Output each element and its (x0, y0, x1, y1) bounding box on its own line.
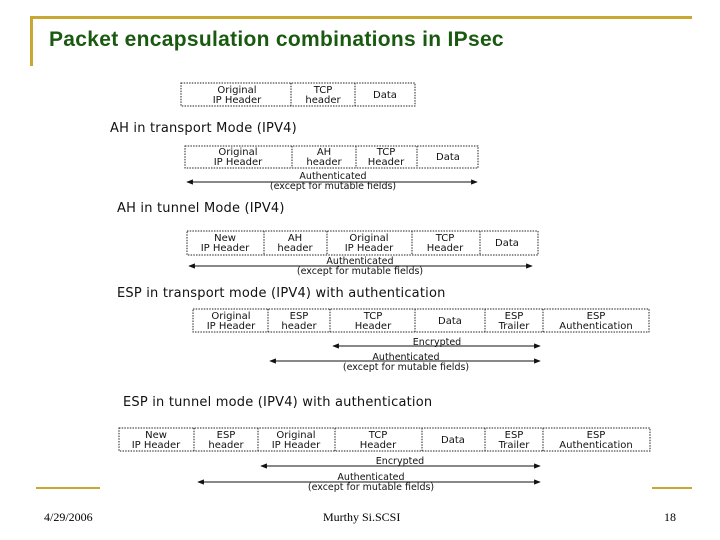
esp-tunnel-title: ESP in tunnel mode (IPV4) with authentication (123, 395, 433, 410)
ah-header-cell: AH (287, 233, 303, 244)
original-ip-header-cell: Original (211, 311, 251, 322)
data-cell: Data (438, 316, 462, 327)
esp-trailer-cell: ESP (504, 430, 524, 441)
encrypted-label: Encrypted (412, 337, 462, 348)
original-ip-header-cell-line2: IP Header (213, 157, 263, 168)
new-ip-header-cell: New (214, 233, 236, 244)
esp-header-cell: ESP (216, 430, 236, 441)
tcp-header-cell-line2: Header (354, 321, 392, 332)
new-ip-header-cell: New (145, 430, 167, 441)
page-number: 18 (664, 510, 676, 524)
original-ip-header-cell-line2: IP Header (271, 440, 321, 451)
tcp-header-cell-line2: header (305, 95, 341, 106)
slide-title: Packet encapsulation combinations in IPsec (49, 28, 504, 51)
authenticated-label: Authenticated (337, 472, 405, 483)
esp-header-cell-line2: header (208, 440, 244, 451)
tcp-header-cell-line2: Header (359, 440, 397, 451)
authenticated-note: (except for mutable fields) (269, 181, 397, 192)
data-cell: Data (436, 152, 460, 163)
esp-authentication-cell: ESP (586, 311, 606, 322)
authenticated-note: (except for mutable fields) (342, 362, 470, 373)
data-cell: Data (495, 238, 519, 249)
authenticated-label: Authenticated (372, 352, 440, 363)
footer-author: Murthy Si.SCSI (323, 510, 401, 524)
tcp-header-cell: TCP (313, 85, 333, 96)
tcp-header-cell: TCP (376, 147, 396, 158)
tcp-header-cell-line2: Header (367, 157, 405, 168)
tcp-header-cell-line2: Header (426, 243, 464, 254)
new-ip-header-cell-line2: IP Header (200, 243, 250, 254)
encrypted-label: Encrypted (375, 456, 425, 467)
tcp-header-cell: TCP (363, 311, 383, 322)
original-ip-header-cell-line2: IP Header (344, 243, 394, 254)
tcp-header-cell: TCP (368, 430, 388, 441)
authenticated-note: (except for mutable fields) (296, 266, 424, 277)
original-ip-header-cell: Original (276, 430, 316, 441)
esp-trailer-cell: ESP (504, 311, 524, 322)
ah-header-cell-line2: header (277, 243, 313, 254)
esp-authentication-cell-line2: Authentication (559, 321, 633, 332)
esp-transport-title: ESP in transport mode (IPV4) with authentication (117, 286, 446, 301)
original-ip-header-cell-line2: IP Header (206, 321, 256, 332)
authenticated-label: Authenticated (326, 256, 394, 267)
esp-trailer-cell-line2: Trailer (498, 321, 530, 332)
esp-header-cell: ESP (289, 311, 309, 322)
original-ip-header-cell: Original (218, 147, 258, 158)
data-cell: Data (373, 90, 397, 101)
esp-trailer-cell-line2: Trailer (498, 440, 530, 451)
new-ip-header-cell-line2: IP Header (131, 440, 181, 451)
tcp-header-cell: TCP (435, 233, 455, 244)
ah-header-cell-line2: header (306, 157, 342, 168)
footer-date: 4/29/2006 (44, 510, 93, 524)
original-ip-header-cell: Original (217, 85, 257, 96)
authenticated-label: Authenticated (299, 171, 367, 182)
esp-authentication-cell: ESP (586, 430, 606, 441)
ah-tunnel-title: AH in tunnel Mode (IPV4) (117, 201, 285, 216)
original-ip-header-cell: Original (349, 233, 389, 244)
ah-header-cell: AH (316, 147, 332, 158)
original-ip-header-cell-line2: IP Header (212, 95, 262, 106)
esp-authentication-cell-line2: Authentication (559, 440, 633, 451)
data-cell: Data (441, 435, 465, 446)
authenticated-note: (except for mutable fields) (307, 482, 435, 493)
ah-transport-title: AH in transport Mode (IPV4) (110, 121, 297, 136)
esp-header-cell-line2: header (281, 321, 317, 332)
